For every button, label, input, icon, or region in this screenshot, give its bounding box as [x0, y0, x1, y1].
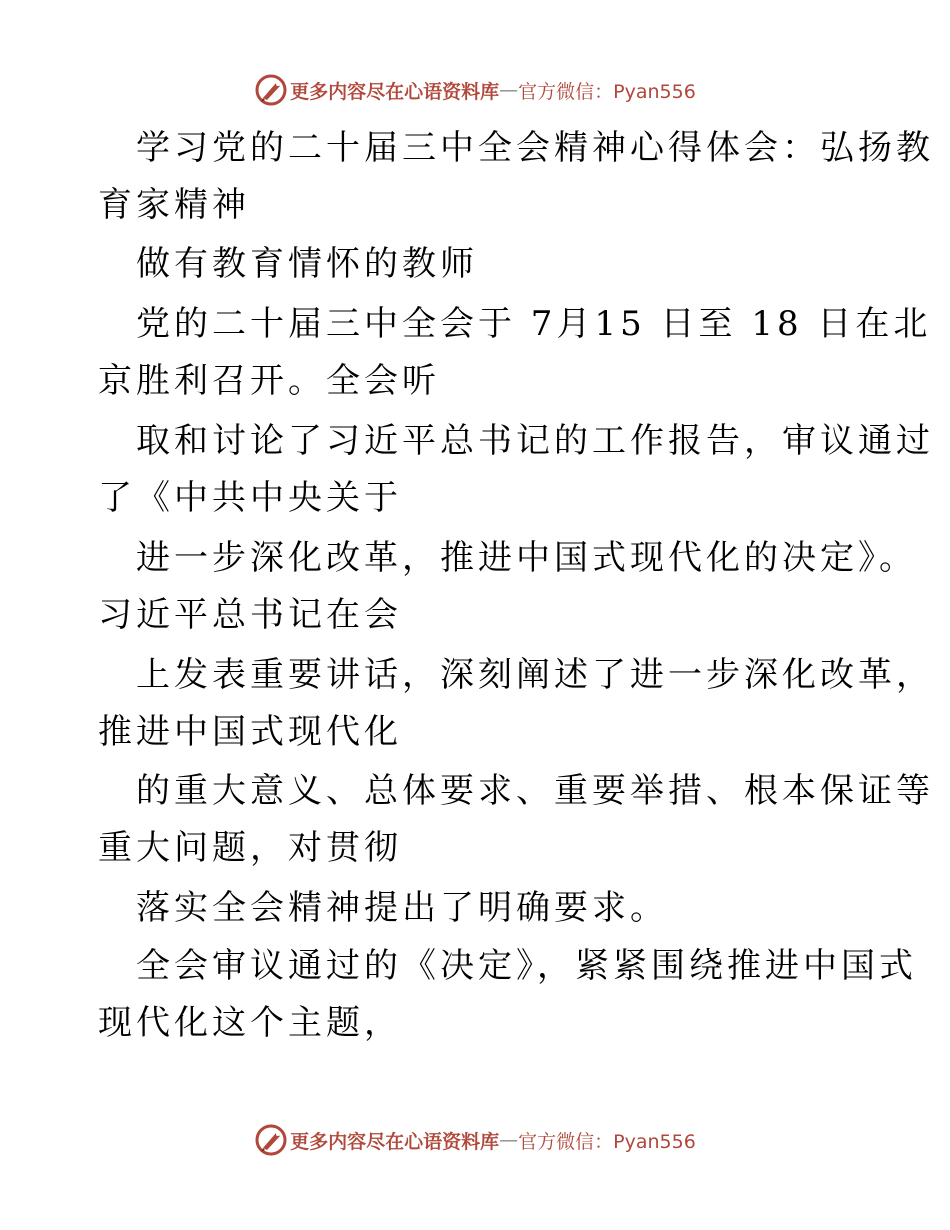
text-line: 了《中共中央关于	[98, 478, 402, 518]
text-line: 京胜利召开。全会听	[98, 361, 440, 401]
watermark-main-text: 更多内容尽在心语资料库	[290, 80, 500, 103]
text-line: 学习党的二十届三中全会精神心得体会：弘扬教	[136, 128, 934, 168]
watermark-dash: —	[499, 79, 519, 101]
text-line: 党的二十届三中全会于 7月15 日至 18 日在北	[136, 304, 932, 344]
pen-logo-icon	[254, 1123, 288, 1157]
watermark-dash: —	[499, 1129, 519, 1151]
footer-watermark	[0, 1120, 950, 1160]
text-line: 推进中国式现代化	[98, 712, 402, 752]
text-line: 落实全会精神提出了明确要求。	[136, 888, 668, 928]
watermark-wechat-text: 官方微信：Pyan556	[518, 1130, 696, 1153]
watermark-main-text: 更多内容尽在心语资料库	[290, 1130, 500, 1153]
text-line: 育家精神	[98, 185, 250, 225]
text-line: 现代化这个主题，	[98, 1003, 402, 1043]
text-line: 全会审议通过的《决定》，紧紧围绕推进中国式	[136, 946, 917, 986]
text-line: 进一步深化改革，推进中国式现代化的决定》。	[136, 538, 917, 578]
text-line: 上发表重要讲话，深刻阐述了进一步深化改革，	[136, 655, 934, 695]
text-line: 的重大意义、总体要求、重要举措、根本保证等	[136, 771, 934, 811]
text-line: 做有教育情怀的教师	[136, 244, 478, 284]
text-line: 重大问题，对贯彻	[98, 828, 402, 868]
text-line: 习近平总书记在会	[98, 595, 402, 635]
watermark-wechat-text: 官方微信：Pyan556	[518, 80, 696, 103]
text-line: 取和讨论了习近平总书记的工作报告，审议通过	[136, 421, 934, 461]
